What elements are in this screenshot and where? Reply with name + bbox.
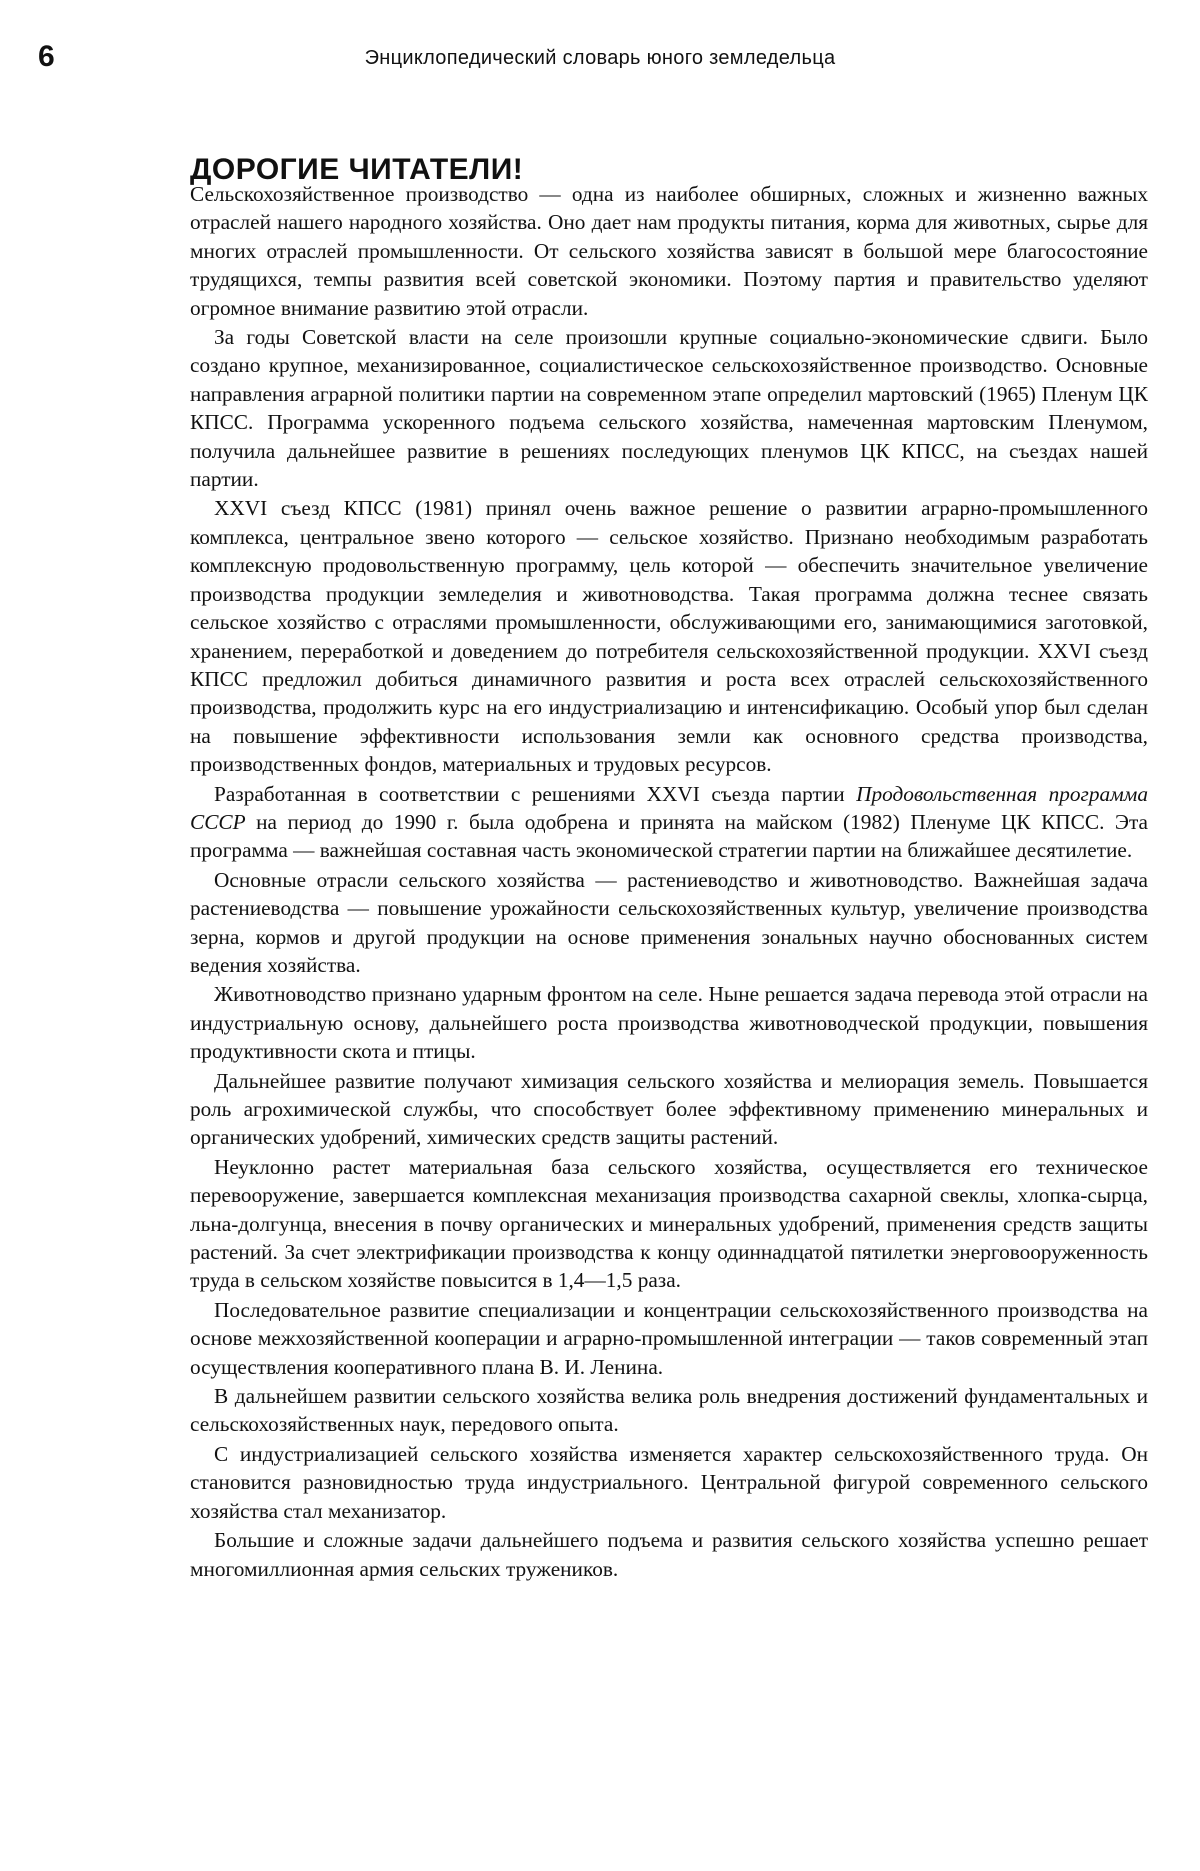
page-number: 6 [38,42,55,72]
paragraph: За годы Советской власти на селе произошли крупные социально-экономические сдвиги. Было создано крупное, механизированное, социалистическое сельскохозяйственное производство. Основные направления аграрной политики партии на современном этапе определил мартовский (1965) Пленум ЦК КПСС. Программа ускоренного подъема сельского хозяйства, намеченная мартовским Пленумом, получила дальнейшее развитие в решениях последующих пленумов ЦК КПСС, на съездах нашей партии. [190,323,1148,493]
paragraph: Сельскохозяйственное производство — одна из наиболее обширных, сложных и жизненно важных отраслей нашего народного хозяйства. Оно дает нам продукты питания, корма для животных, сырье для многих отраслей промышленности. От сельского хозяйства зависят в большой мере благосостояние трудящихся, темпы развития всей советской экономики. Поэтому партия и правительство уделяют огромное внимание развитию этой отрасли. [190,180,1148,322]
paragraph: XXVI съезд КПСС (1981) принял очень важное решение о развитии аграрно-промышленного комплекса, центральное звено которого — сельское хозяйство. Признано необходимым разработать комплексную продовольственную программу, цель которой — обеспечить значительное увеличение производства продукции земледелия и животноводства. Такая программа должна теснее связать сельское хозяйство с отраслями промышленности, обслуживающими его, занимающимися заготовкой, хранением, переработкой и доведением до потребителя сельскохозяйственной продукции. XXVI съезд КПСС предложил добиться динамичного развития и роста всех отраслей сельскохозяйственного производства, продолжить курс на его индустриализацию и интенсификацию. Особый упор был сделан на повышение эффективности использования земли как основного средства производства, производственных фондов, материальных и трудовых ресурсов. [190,494,1148,778]
paragraph-text: Разработанная в соответствии с решениями XXVI съезда партии [214,782,856,806]
program-title-emphasis: Продовольственная программа СССР [190,782,1148,834]
article-body [190,180,1148,1584]
paragraph: С индустриализацией сельского хозяйства изменяется характер сельскохозяйственного труда. Он становится разновидностью труда индустриального. Центральной фигурой современного сельского хозяйства стал механизатор. [190,1440,1148,1525]
paragraph: Неуклонно растет материальная база сельского хозяйства, осуществляется его техническое перевооружение, завершается комплексная механизация производства сахарной свеклы, хлопка-сырца, льна-долгунца, внесения в почву органических и минеральных удобрений, применения средств защиты растений. За счет электрификации производства к концу одиннадцатой пятилетки энерговооруженность труда в сельском хозяйстве повысится в 1,4—1,5 раза. [190,1153,1148,1295]
paragraph: Большие и сложные задачи дальнейшего подъема и развития сельского хозяйства успешно решает многомиллионная армия сельских тружеников. [190,1526,1148,1583]
article-title: ДОРОГИЕ ЧИТАТЕЛИ! [190,152,523,188]
paragraph: Животноводство признано ударным фронтом на селе. Ныне решается задача перевода этой отрасли на индустриальную основу, дальнейшего роста производства животноводческой продукции, повышения продуктивности скота и птицы. [190,980,1148,1065]
paragraph: Основные отрасли сельского хозяйства — растениеводство и животноводство. Важнейшая задача растениеводства — повышение урожайности сельскохозяйственных культур, увеличение производства зерна, кормов и другой продукции на основе применения зональных научно обоснованных систем ведения хозяйства. [190,866,1148,980]
paragraph [190,780,1148,865]
paragraph-text: на период до 1990 г. была одобрена и принята на майском (1982) Пленуме ЦК КПСС. Эта программа — важнейшая составная часть экономической стратегии партии на ближайшее десятилетие. [190,810,1148,862]
paragraph: В дальнейшем развитии сельского хозяйства велика роль внедрения достижений фундаментальных и сельскохозяйственных наук, передового опыта. [190,1382,1148,1439]
paragraph: Дальнейшее развитие получают химизация сельского хозяйства и мелиорация земель. Повышается роль агрохимической службы, что способствует более эффективному применению минеральных и органических удобрений, химических средств защиты растений. [190,1067,1148,1152]
book-page [0,0,1200,1871]
running-title: Энциклопедический словарь юного земледельца [0,46,1200,70]
paragraph: Последовательное развитие специализации и концентрации сельскохозяйственного производства на основе межхозяйственной кооперации и аграрно-промышленной интеграции — таков современный этап осуществления кооперативного плана В. И. Ленина. [190,1296,1148,1381]
